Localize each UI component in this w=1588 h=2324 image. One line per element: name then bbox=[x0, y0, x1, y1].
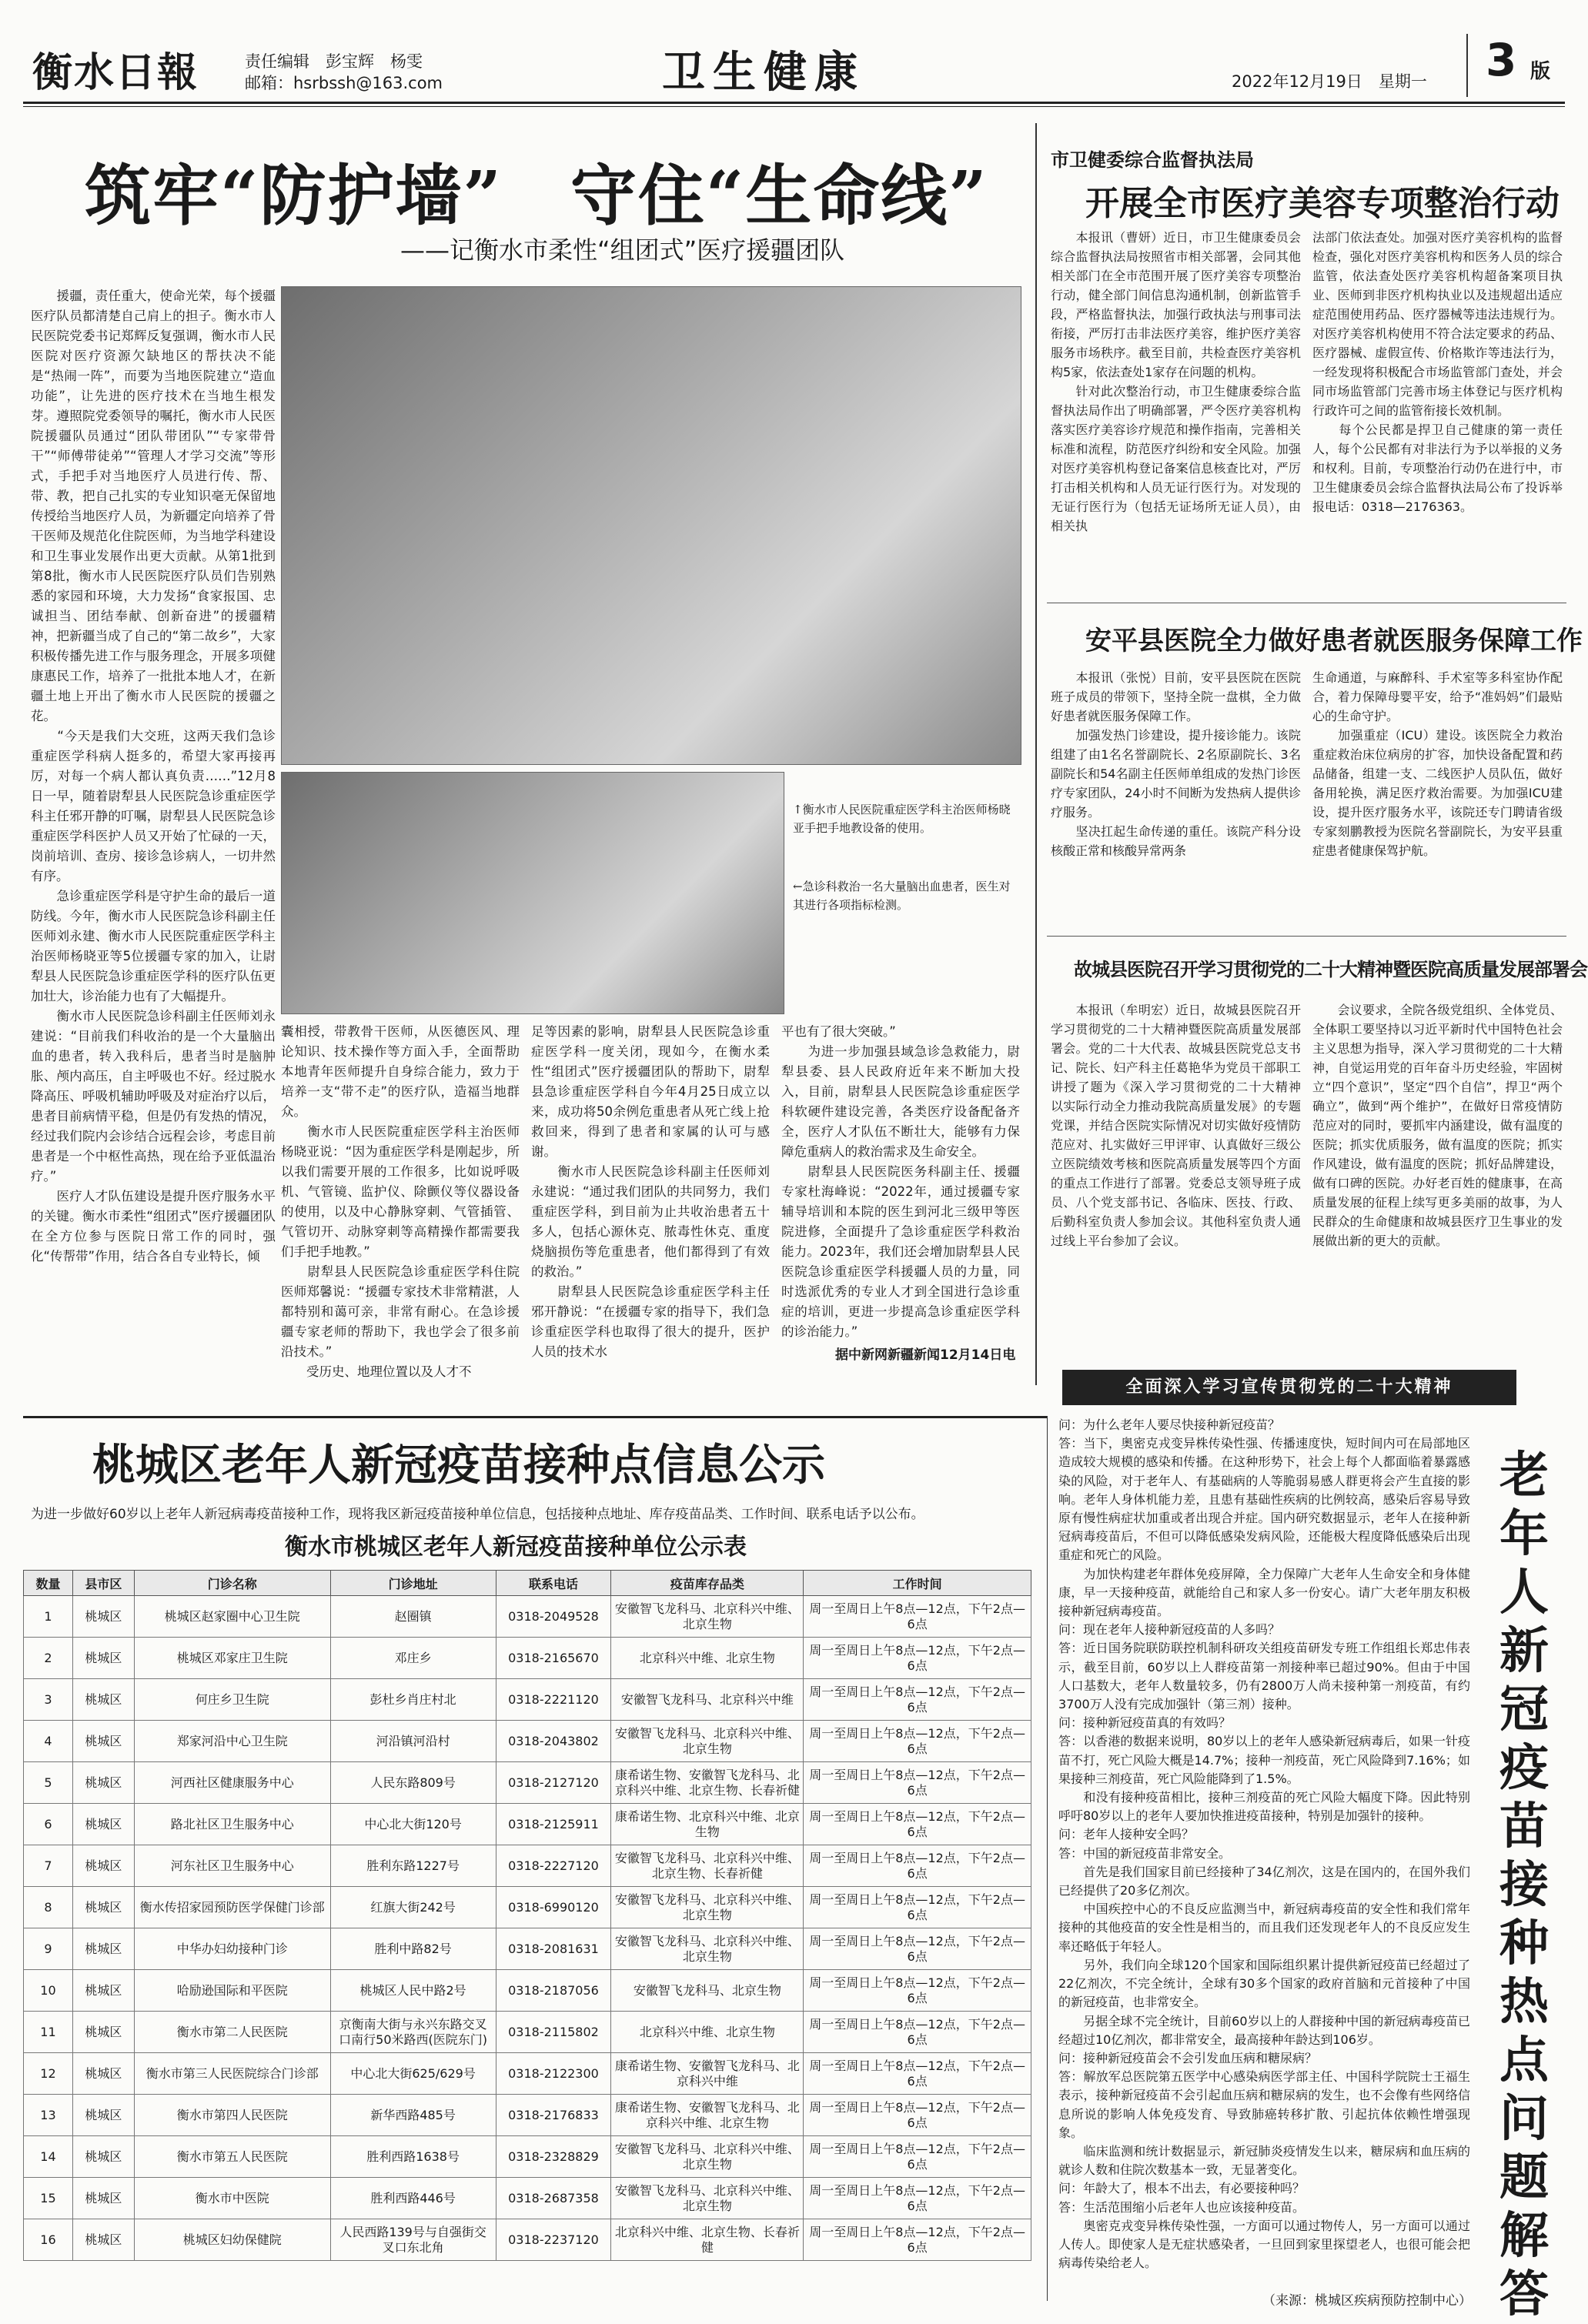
newspaper-name: 衡水日報 bbox=[32, 49, 199, 96]
row-number-cell: 5 bbox=[24, 1762, 73, 1804]
phone-cell: 0318-2187056 bbox=[496, 1970, 611, 2012]
table-row bbox=[24, 1721, 1031, 1762]
clinic-name-cell: 河西社区健康服务中心 bbox=[134, 1762, 330, 1804]
editor-info bbox=[245, 51, 443, 94]
row-number-cell: 6 bbox=[24, 1804, 73, 1845]
row-number-cell: 10 bbox=[24, 1970, 73, 2012]
lead-subhead: ——记衡水市柔性“组团式”医疗援疆团队 bbox=[400, 235, 845, 265]
row-number-cell: 4 bbox=[24, 1721, 73, 1762]
vaccine-types-cell: 安徽智飞龙科马、北京科兴中维、北京生物 bbox=[611, 1887, 804, 1928]
table-row bbox=[24, 1679, 1031, 1721]
lead-column-2: 囊相授，带教骨干医师，从医德医风、理论知识、技术操作等方面入手，全面帮助本地青年医师提升自身综合能力，致力于培养一支“带不走”的医疗队，造福当地群众。 衡水市人民医院重症医学科主治医师杨晓亚说：“因为重症医学科是刚起步，所以我们需要开展的工作很多，比如说呼吸机、气管镜、监护仪、除颤仪等仪器设备的使用，以及中心静脉穿刺、气管插管、气管切开、动脉穿刺等高精操作都需要我们手把手地教。” 尉犁县人民医院急诊重症医学科住院医师郑馨说：“援疆专家技术非常精湛，人都特别和蔼可亲，非常有耐心。在急诊援疆专家老师的帮助下，我也学会了很多前沿技术。” 受历史、地理位置以及人才不 bbox=[281, 1024, 520, 1379]
phone-cell: 0318-2237120 bbox=[496, 2219, 611, 2261]
clinic-address-cell: 胜利中路82号 bbox=[330, 1928, 496, 1970]
clinic-name-cell: 桃城区妇幼保健院 bbox=[134, 2219, 330, 2261]
clinic-address-cell: 河沿镇河沿村 bbox=[330, 1721, 496, 1762]
col-header-district: 县市区 bbox=[72, 1571, 134, 1596]
clinic-name-cell: 桃城区赵家圈中心卫生院 bbox=[134, 1596, 330, 1638]
district-cell: 桃城区 bbox=[72, 2136, 134, 2178]
story-b-column-1: 本报讯（张悦）目前，安平县医院在医院班子成员的带领下，坚持全院一盘棋，全力做好患者就医服务保障工作。 加强发热门诊建设，提升接诊能力。该院组建了由1名名誉副院长、2名原副院长、3名副院长和54名副主任医师单组成的发热门诊医疗专家团队，24小时不间断为发热病人提供诊疗服务。 坚决扛起生命传递的重任。该院产科分设核酸正常和核酸异常两条 bbox=[1051, 670, 1301, 858]
table-row bbox=[24, 1762, 1031, 1804]
working-hours-cell: 周一至周日上午8点—12点，下午2点—6点 bbox=[804, 2178, 1031, 2219]
lead-photo-2 bbox=[281, 772, 784, 1014]
col-header-vaccines: 疫苗库存品类 bbox=[611, 1571, 804, 1596]
row-number-cell: 7 bbox=[24, 1845, 73, 1887]
clinic-address-cell: 胜利西路446号 bbox=[330, 2178, 496, 2219]
district-cell: 桃城区 bbox=[72, 1762, 134, 1804]
photo-caption-2: ←急诊科救治一名大量脑出血患者，医生对其进行各项指标检测。 bbox=[793, 880, 1011, 912]
table-row bbox=[24, 1638, 1031, 1679]
clinic-name-cell: 衡水传招家园预防医学保健门诊部 bbox=[134, 1887, 330, 1928]
qa-source: （来源：桃城区疾病预防控制中心） bbox=[1262, 2293, 1472, 2309]
phone-cell: 0318-2043802 bbox=[496, 1721, 611, 1762]
clinic-name-cell: 衡水市第二人民医院 bbox=[134, 2012, 330, 2053]
table-row bbox=[24, 1804, 1031, 1845]
vaccine-types-cell: 北京科兴中维、北京生物 bbox=[611, 2012, 804, 2053]
table-row bbox=[24, 2136, 1031, 2178]
clinic-name-cell: 哈励逊国际和平医院 bbox=[134, 1970, 330, 2012]
table-title: 衡水市桃城区老年人新冠疫苗接种单位公示表 bbox=[285, 1534, 747, 1561]
clinic-address-cell: 赵圈镇 bbox=[330, 1596, 496, 1638]
district-cell: 桃城区 bbox=[72, 1804, 134, 1845]
campaign-banner: 全面深入学习宣传贯彻党的二十大精神 bbox=[1062, 1370, 1516, 1405]
bottom-section-rule bbox=[23, 1416, 1047, 1418]
table-row bbox=[24, 2178, 1031, 2219]
notice-intro: 为进一步做好60岁以上老年人新冠病毒疫苗接种工作，现将我区新冠疫苗接种单位信息，包括接种点地址、库存疫苗品类、工作时间、联系电话予以公布。 bbox=[31, 1507, 924, 1522]
vaccine-types-cell: 康希诺生物、安徽智飞龙科马、北京科兴中维、北京生物 bbox=[611, 2095, 804, 2136]
clinic-name-cell: 衡水市中医院 bbox=[134, 2178, 330, 2219]
clinic-address-cell: 邓庄乡 bbox=[330, 1638, 496, 1679]
district-cell: 桃城区 bbox=[72, 1596, 134, 1638]
photo-caption-1: ↑衡水市人民医院重症医学科主治医师杨晓亚手把手地教设备的使用。 bbox=[793, 803, 1011, 835]
editor-email: 邮箱：hsrbssh@163.com bbox=[245, 74, 443, 92]
story-b-headline: 安平县医院全力做好患者就医服务保障工作 bbox=[1085, 626, 1583, 656]
table-row bbox=[24, 1970, 1031, 2012]
story-divider-b bbox=[1047, 936, 1566, 937]
table-body bbox=[24, 1596, 1031, 2261]
masthead-rule-thin bbox=[23, 106, 1565, 107]
table-header-row bbox=[24, 1571, 1031, 1596]
phone-cell: 0318-2165670 bbox=[496, 1638, 611, 1679]
phone-cell: 0318-2122300 bbox=[496, 2053, 611, 2095]
col-header-hours: 工作时间 bbox=[804, 1571, 1031, 1596]
phone-cell: 0318-2328829 bbox=[496, 2136, 611, 2178]
col-header-count: 数量 bbox=[24, 1571, 73, 1596]
working-hours-cell: 周一至周日上午8点—12点，下午2点—6点 bbox=[804, 1762, 1031, 1804]
district-cell: 桃城区 bbox=[72, 2095, 134, 2136]
col-header-clinic: 门诊名称 bbox=[134, 1571, 330, 1596]
table-row bbox=[24, 1596, 1031, 1638]
phone-cell: 0318-2081631 bbox=[496, 1928, 611, 1970]
story-c-column-1: 本报讯（牟明宏）近日，故城县医院召开学习贯彻党的二十大精神暨医院高质量发展部署会。党的二十大代表、故城县医院党总支书记、院长、妇产科主任葛艳华为党员干部职工讲授了题为《深入学习贯彻党的二十大精神 以实际行动全力推动我院高质量发展》的专题党课，并结合医院实际情况对切实做好疫情防范应对、扎实做好三甲评审、认真做好三级公立医院绩效考核和医院高质量发展等四个方面的重点工作进行了部署。党委总支领导班子成员、八个党支部书记、各临床、医技、行政、后勤科室负责人参加会议。其他科室负责人通过线上平台参加了会议。 bbox=[1051, 1003, 1314, 1248]
working-hours-cell: 周一至周日上午8点—12点，下午2点—6点 bbox=[804, 1845, 1031, 1887]
vaccine-types-cell: 安徽智飞龙科马、北京科兴中维、北京生物 bbox=[611, 1928, 804, 1970]
story-b-column-2: 生命通道，与麻醉科、手术室等多科室协作配合，着力保障母婴平安，给予“准妈妈”们最贴心的生命守护。 加强重症（ICU）建设。该医院全力救治重症救治床位病房的扩容，加快设备配置和药品储备，组建一支、二线医护人员队伍，做好备用轮换，满足医疗救治需要。为加强ICU建设，提升医疗服务水平，该院还专门聘请省级专家刻鹏教授为医院名誉副院长，为安平县重症患者健康保驾护航。 bbox=[1312, 670, 1563, 858]
page-number: 3 bbox=[1486, 34, 1517, 86]
clinic-name-cell: 中华办妇幼接种门诊 bbox=[134, 1928, 330, 1970]
vaccine-types-cell: 安徽智飞龙科马、北京科兴中维、北京生物 bbox=[611, 1721, 804, 1762]
story-a-kicker: 市卫健委综合监督执法局 bbox=[1051, 149, 1254, 171]
vaccine-types-cell: 安徽智飞龙科马、北京科兴中维、北京生物 bbox=[611, 2178, 804, 2219]
clinic-address-cell: 新华西路485号 bbox=[330, 2095, 496, 2136]
table-row bbox=[24, 2053, 1031, 2095]
district-cell: 桃城区 bbox=[72, 1970, 134, 2012]
clinic-address-cell: 人民西路139号与自强街交叉口东北角 bbox=[330, 2219, 496, 2261]
lead-byline: 据中新网新疆新闻12月14日电 bbox=[835, 1347, 1016, 1363]
district-cell: 桃城区 bbox=[72, 2219, 134, 2261]
district-cell: 桃城区 bbox=[72, 2012, 134, 2053]
vaccine-types-cell: 安徽智飞龙科马、北京生物 bbox=[611, 1970, 804, 2012]
working-hours-cell: 周一至周日上午8点—12点，下午2点—6点 bbox=[804, 1970, 1031, 2012]
district-cell: 桃城区 bbox=[72, 1679, 134, 1721]
lead-column-4: 平也有了很大突破。” 为进一步加强县域急诊急救能力，尉犁县委、县人民政府近年来不断加大投入，目前，尉犁县人民医院急诊重症医学科软硬件建设完善，各类医疗设备配备齐全，医疗人才队伍不断壮大，能够有力保障危重病人的救治需求及生命安全。 尉犁县人民医院医务科副主任、援疆专家杜海峰说：“2022年，通过援疆专家辅导培训和本院的医生到河北三级甲等医院进修，全面提升了急诊重症医学科救治能力。2023年，我们还会增加尉犁县人民医院急诊重症医学科援疆人员的力量，同时选派优秀的专业人才到全国进行急诊重症的培训，更进一步提高急诊重症医学科的诊治能力。” bbox=[781, 1024, 1020, 1339]
clinic-address-cell: 彭杜乡肖庄村北 bbox=[330, 1679, 496, 1721]
working-hours-cell: 周一至周日上午8点—12点，下午2点—6点 bbox=[804, 1804, 1031, 1845]
clinic-name-cell: 何庄乡卫生院 bbox=[134, 1679, 330, 1721]
vaccine-types-cell: 北京科兴中维、北京生物 bbox=[611, 1638, 804, 1679]
table-row bbox=[24, 2012, 1031, 2053]
row-number-cell: 16 bbox=[24, 2219, 73, 2261]
clinic-name-cell: 衡水市第四人民医院 bbox=[134, 2095, 330, 2136]
phone-cell: 0318-2176833 bbox=[496, 2095, 611, 2136]
clinic-name-cell: 桃城区邓家庄卫生院 bbox=[134, 1638, 330, 1679]
vaccine-types-cell: 康希诺生物、安徽智飞龙科马、北京科兴中维 bbox=[611, 2053, 804, 2095]
story-a-column-2: 法部门依法查处。加强对医疗美容机构的监督检查，强化对医疗美容机构和医务人员的综合监管，依法查处医疗美容机构超备案项目执业、医师到非医疗机构执业以及违规超出适应症范围使用药品、医疗器械等违法违规行为。对医疗美容机构使用不符合法定要求的药品、医疗器械、虚假宣传、价格欺诈等违法行为，一经发现将积极配合市场监管部门查处，并会同市场监管部门完善市场主体登记与医疗机构行政许可之间的监管衔接长效机制。 每个公民都是捍卫自己健康的第一责任人，每个公民都有对非法行为予以举报的义务和权利。目前，专项整治行动仍在进行中，市卫生健康委员会综合监督执法局公布了投诉举报电话：0318—2176363。 bbox=[1312, 230, 1563, 514]
vaccination-sites-table bbox=[23, 1570, 1031, 2261]
row-number-cell: 3 bbox=[24, 1679, 73, 1721]
col-header-phone: 联系电话 bbox=[496, 1571, 611, 1596]
clinic-address-cell: 人民东路809号 bbox=[330, 1762, 496, 1804]
row-number-cell: 2 bbox=[24, 1638, 73, 1679]
qa-divider bbox=[1047, 1416, 1048, 2301]
district-cell: 桃城区 bbox=[72, 1887, 134, 1928]
row-number-cell: 15 bbox=[24, 2178, 73, 2219]
row-number-cell: 1 bbox=[24, 1596, 73, 1638]
story-a-column-1: 本报讯（曹妍）近日，市卫生健康委员会综合监督执法局按照省市相关部署，会同其他相关部门在全市范围开展了医疗美容专项整治行动，健全部门间信息沟通机制，创新监管手段，严格监督执法，加强行政执法与刑事司法衔接，严厉打击非法医疗美容，维护医疗美容服务市场秩序。截至目前，共检查医疗美容机构5家，依法查处1家存在问题的机构。 针对此次整治行动，市卫生健康委综合监督执法局作出了明确部署，严令医疗美容机构落实医疗美容诊疗规范和操作指南，完善相关标准和流程，防范医疗纠纷和安全风险。加强对医疗美容机构登记备案信息核查比对，严厉打击相关机构和人员无证行医行为。对发现的无证行医行为（包括无证场所无证人员），由相关执 bbox=[1051, 230, 1301, 533]
working-hours-cell: 周一至周日上午8点—12点，下午2点—6点 bbox=[804, 1596, 1031, 1638]
masthead-divider bbox=[1466, 34, 1468, 97]
lead-headline: 筑牢“防护墙” 守住“生命线” bbox=[85, 157, 988, 235]
district-cell: 桃城区 bbox=[72, 1845, 134, 1887]
phone-cell: 0318-2221120 bbox=[496, 1679, 611, 1721]
vaccine-types-cell: 康希诺生物、安徽智飞龙科马、北京科兴中维、北京生物、长春祈健 bbox=[611, 1762, 804, 1804]
clinic-address-cell: 中心北大街120号 bbox=[330, 1804, 496, 1845]
story-a-headline: 开展全市医疗美容专项整治行动 bbox=[1085, 184, 1560, 223]
working-hours-cell: 周一至周日上午8点—12点，下午2点—6点 bbox=[804, 2136, 1031, 2178]
working-hours-cell: 周一至周日上午8点—12点，下午2点—6点 bbox=[804, 2219, 1031, 2261]
clinic-name-cell: 路北社区卫生服务中心 bbox=[134, 1804, 330, 1845]
vaccine-types-cell: 安徽智飞龙科马、北京科兴中维、北京生物 bbox=[611, 2136, 804, 2178]
clinic-name-cell: 郑家河沿中心卫生院 bbox=[134, 1721, 330, 1762]
working-hours-cell: 周一至周日上午8点—12点，下午2点—6点 bbox=[804, 2012, 1031, 2053]
working-hours-cell: 周一至周日上午8点—12点，下午2点—6点 bbox=[804, 1928, 1031, 1970]
phone-cell: 0318-6990120 bbox=[496, 1887, 611, 1928]
row-number-cell: 13 bbox=[24, 2095, 73, 2136]
page-unit: 版 bbox=[1530, 60, 1551, 83]
working-hours-cell: 周一至周日上午8点—12点，下午2点—6点 bbox=[804, 1679, 1031, 1721]
clinic-address-cell: 红旗大街242号 bbox=[330, 1887, 496, 1928]
editor-names: 责任编辑 彭宝辉 杨雯 bbox=[245, 52, 423, 71]
working-hours-cell: 周一至周日上午8点—12点，下午2点—6点 bbox=[804, 2095, 1031, 2136]
clinic-name-cell: 河东社区卫生服务中心 bbox=[134, 1845, 330, 1887]
phone-cell: 0318-2127120 bbox=[496, 1762, 611, 1804]
qa-article: 问：为什么老年人要尽快接种新冠疫苗？ 答：当下，奥密克戎变异株传染性强、传播速度快，短时间内可在局部地区造成较大规模的感染和传播。在这种形势下，社会上每个人都面临着暴露感染的风险，对于老年人、有基础病的人等脆弱易感人群更将会产生直接的影响。老年人身体机能力差，且患有基础性疾病的比例较高，感染后容易导致原有慢性病症状加重或者出现合并症。国内研究数据显示，老年人在接种新冠病毒疫苗后，不但可以降低感染发病风险，还能极大程度降低感染后出现重症和死亡的风险。 为加快构建老年群体免疫屏障，全力保障广大老年人生命安全和身体健康，早一天接种疫苗，就能给自己和家人多一份安心。请广大老年朋友积极接种新冠病毒疫苗。 问：现在老年人接种新冠疫苗的人多吗？ 答：近日国务院联防联控机制科研攻关组疫苗研发专班工作组组长郑忠伟表示，截至目前，60岁以上人群疫苗第一剂接种率已超过90%。但由于中国人口基数大，老年人数量较多，仍有2800万人尚未接种第一剂疫苗，有约3700万人没有完成加强针（第三剂）接种。 问：接种新冠疫苗真的有效吗？ 答：以香港的数据来说明，80岁以上的老年人感染新冠病毒后，如果一针疫苗不打，死亡风险大概是14.7%；接种一剂疫苗，死亡风险降到7.16%；如果接种三剂疫苗，死亡风险能降到了1.5%。 和没有接种疫苗相比，接种三剂疫苗的死亡风险大幅度下降。因此特别呼吁80岁以上的老年人要加快推进疫苗接种，特别是加强针的接种。 问：老年人接种安全吗？ 答：中国的新冠疫苗非常安全。 首先是我们国家目前已经接种了34亿剂次，这是在国内的，在国外我们已经提供了20多亿剂次。 中国疾控中心的不良反应监测当中，新冠病毒疫苗的安全性和我们常年接种的其他疫苗的安全性是相当的，而且我们还发现老年人的不良反应发生率还略低于年轻人。 另外，我们向全球120个国家和国际组织累计提供新冠疫苗已经超过了22亿剂次，不完全统计，全球有30多个国家的政府首脑和元首接种了中国的新冠疫苗，也非常安全。 另据全球不完全统计，目前60岁以上的人群接种中国的新冠病毒疫苗已经超过10亿剂次，都非常安全，最高接种年龄达到106岁。 问：接种新冠疫苗会不会引发血压病和糖尿病？ 答：解放军总医院第五医学中心感染病医学部主任、中国科学院院士王福生表示，接种新冠疫苗不会引起血压病和糖尿病的发生，也不会像有些网络信息所说的影响人体免疫发育、导致肺癌转移扩散、引起抗体依赖性增强现象。 临床监测和统计数据显示，新冠肺炎疫情发生以来，糖尿病和血压病的就诊人数和住院次数基本一致，无显著变化。 问：年龄大了，根本不出去，有必要接种吗？ 答：生活范围缩小后老年人也应该接种疫苗。 奥密克戎变异株传染性强，一方面可以通过物传人，另一方面可以通过人传人。即使家人是无症状感染者，一旦回到家里探望老人，也很可能会把病毒传染给老人。 bbox=[1058, 1417, 1470, 2271]
clinic-address-cell: 胜利西路1638号 bbox=[330, 2136, 496, 2178]
district-cell: 桃城区 bbox=[72, 1928, 134, 1970]
clinic-address-cell: 京衡南大街与永兴东路交叉口南行50米路西(医院东门) bbox=[330, 2012, 496, 2053]
column-divider bbox=[1035, 123, 1037, 1385]
row-number-cell: 12 bbox=[24, 2053, 73, 2095]
row-number-cell: 8 bbox=[24, 1887, 73, 1928]
phone-cell: 0318-2049528 bbox=[496, 1596, 611, 1638]
row-number-cell: 14 bbox=[24, 2136, 73, 2178]
vaccine-types-cell: 康希诺生物、北京科兴中维、北京生物 bbox=[611, 1804, 804, 1845]
vaccine-types-cell: 安徽智飞龙科马、北京科兴中维 bbox=[611, 1679, 804, 1721]
issue-date: 2022年12月19日 星期一 bbox=[1232, 72, 1427, 91]
working-hours-cell: 周一至周日上午8点—12点，下午2点—6点 bbox=[804, 1638, 1031, 1679]
table-row bbox=[24, 1887, 1031, 1928]
district-cell: 桃城区 bbox=[72, 1638, 134, 1679]
vaccine-types-cell: 安徽智飞龙科马、北京科兴中维、北京生物、长春祈健 bbox=[611, 1845, 804, 1887]
lead-column-3: 足等因素的影响，尉犁县人民医院急诊重症医学科一度关闭，现如今，在衡水柔性“组团式”医疗援疆团队的帮助下，尉犁县急诊重症医学科自今年4月25日成立以来，成功将50余例危重患者从死亡线上抢救回来，得到了患者和家属的认可与感谢。 衡水市人民医院急诊科副主任医师刘永建说：“通过我们团队的共同努力，我们重症医学科，到目前为止共收治患者五十多人，包括心源休克、脓毒性休克、重度烧脑损伤等危重患者，他们都得到了有效的救治。” 尉犁县人民医院急诊重症医学科主任邪开静说：“在援疆专家的指导下，我们急诊重症医学科也取得了很大的提升，医护人员的技术水 bbox=[531, 1024, 770, 1359]
table-row bbox=[24, 1845, 1031, 1887]
vaccine-types-cell: 北京科兴中维、北京生物、长春祈健 bbox=[611, 2219, 804, 2261]
row-number-cell: 11 bbox=[24, 2012, 73, 2053]
section-title: 卫生健康 bbox=[662, 48, 865, 98]
story-c-headline: 故城县医院召开学习贯彻党的二十大精神暨医院高质量发展部署会 bbox=[1074, 958, 1587, 980]
vaccine-types-cell: 安徽智飞龙科马、北京科兴中维、北京生物 bbox=[611, 1596, 804, 1638]
district-cell: 桃城区 bbox=[72, 2053, 134, 2095]
table-row bbox=[24, 2095, 1031, 2136]
table-row bbox=[24, 1928, 1031, 1970]
clinic-address-cell: 中心北大街625/629号 bbox=[330, 2053, 496, 2095]
lead-photo-1 bbox=[281, 286, 1021, 765]
notice-title: 桃城区老年人新冠疫苗接种点信息公示 bbox=[92, 1440, 825, 1491]
table-row bbox=[24, 2219, 1031, 2261]
row-number-cell: 9 bbox=[24, 1928, 73, 1970]
clinic-address-cell: 桃城区人民中路2号 bbox=[330, 1970, 496, 2012]
lead-column-1: 援疆，责任重大，使命光荣，每个援疆医疗队员都清楚自己肩上的担子。衡水市人民医院党委书记郑辉反复强调，衡水市人民医院对医疗资源欠缺地区的帮扶决不能是“热闹一阵”，而要为当地医院建立“造血功能”，让先进的医疗技术在当地生根发芽。遵照院党委领导的嘱托，衡水市人民医院援疆队员通过“团队带团队”“专家带骨干”“师傅带徒弟”“管理人才学习交流”等形式，手把手对当地医疗人员进行传、帮、带、教，把自己扎实的专业知识毫无保留地传授给当地医疗人员，为新疆定向培养了骨干医师及规范化住院医师，为当地学科建设和卫生事业发展作出更大贡献。从第1批到第8批，衡水市人民医院医疗队员们告别熟悉的家园和环境，大力发扬“食家报国、忠诚担当、团结奉献、创新奋进”的援疆精神，把新疆当成了自己的“第二故乡”，大家积极传播先进工作与服务理念，开展多项健康惠民工作，培养了一批批本地人才，在新疆土地上开出了衡水市人民医院的援疆之花。 “今天是我们大交班，这两天我们急诊重症医学科病人挺多的，希望大家再接再厉，对每一个病人都认真负责……”12月8日一早，随着尉犁县人民医院急诊重症医学科主任邪开静的叮嘱，尉犁县人民医院急诊重症医学科医护人员又开始了忙碌的一天，岗前培训、查房、接诊急诊病人，一切井然有序。 急诊重症医学科是守护生命的最后一道防线。今年，衡水市人民医院急诊科副主任医师刘永建、衡水市人民医院重症医学科主治医师杨晓亚等5位援疆专家的加入，让尉犁县人民医院急诊重症医学科的医疗队伍更加壮大，诊治能力也有了大幅提升。 衡水市人民医院急诊科副主任医师刘永建说：“目前我们科收治的是一个大量脑出血的患者，转入我科后，患者当时是脑肿胀、颅内高压，自主呼吸也不好。经过脱水降高压、呼吸机辅助呼吸及对症治疗以后，患者目前病情平稳，但是仍有发热的情况，经过我们院内会诊结合远程会诊，考虑目前患者是一个中枢性高热，现在给予亚低温治疗。” 医疗人才队伍建设是提升医疗服务水平的关键。衡水市柔性“组团式”医疗援疆团队在全方位参与医院日常工作的同时，强化“传帮带”作用，结合各自专业特长，倾 bbox=[31, 289, 276, 1264]
col-header-address: 门诊地址 bbox=[330, 1571, 496, 1596]
qa-vertical-title: 老年人新冠疫苗接种热点问题解答 bbox=[1499, 1447, 1549, 2323]
working-hours-cell: 周一至周日上午8点—12点，下午2点—6点 bbox=[804, 1887, 1031, 1928]
clinic-name-cell: 衡水市第三人民医院综合门诊部 bbox=[134, 2053, 330, 2095]
district-cell: 桃城区 bbox=[72, 2178, 134, 2219]
story-c-column-2: 会议要求，全院各级党组织、全体党员、全体职工要坚持以习近平新时代中国特色社会主义思想为指导，深入学习贯彻党的二十大精神，自觉运用党的百年奋斗历史经验，牢固树立“四个意识”，坚定“四个自信”，捍卫“两个确立”，做到“两个维护”，在做好日常疫情防范应对的同时，要抓牢内涵建设，做有温度的医院；抓实优质服务，做有温度的医院；抓实作风建设，做有温度的医院；抓好品牌建设，做有口碑的医院。办好老百姓的健康事，在高质量发展的征程上续写更多美丽的故事，为人民群众的生命健康和故城县医疗卫生事业的发展做出新的更大的贡献。 bbox=[1312, 1003, 1563, 1248]
phone-cell: 0318-2125911 bbox=[496, 1804, 611, 1845]
district-cell: 桃城区 bbox=[72, 1721, 134, 1762]
phone-cell: 0318-2227120 bbox=[496, 1845, 611, 1887]
working-hours-cell: 周一至周日上午8点—12点，下午2点—6点 bbox=[804, 2053, 1031, 2095]
clinic-name-cell: 衡水市第五人民医院 bbox=[134, 2136, 330, 2178]
masthead-rule bbox=[23, 102, 1565, 104]
working-hours-cell: 周一至周日上午8点—12点，下午2点—6点 bbox=[804, 1721, 1031, 1762]
phone-cell: 0318-2115802 bbox=[496, 2012, 611, 2053]
phone-cell: 0318-2687358 bbox=[496, 2178, 611, 2219]
clinic-address-cell: 胜利东路1227号 bbox=[330, 1845, 496, 1887]
